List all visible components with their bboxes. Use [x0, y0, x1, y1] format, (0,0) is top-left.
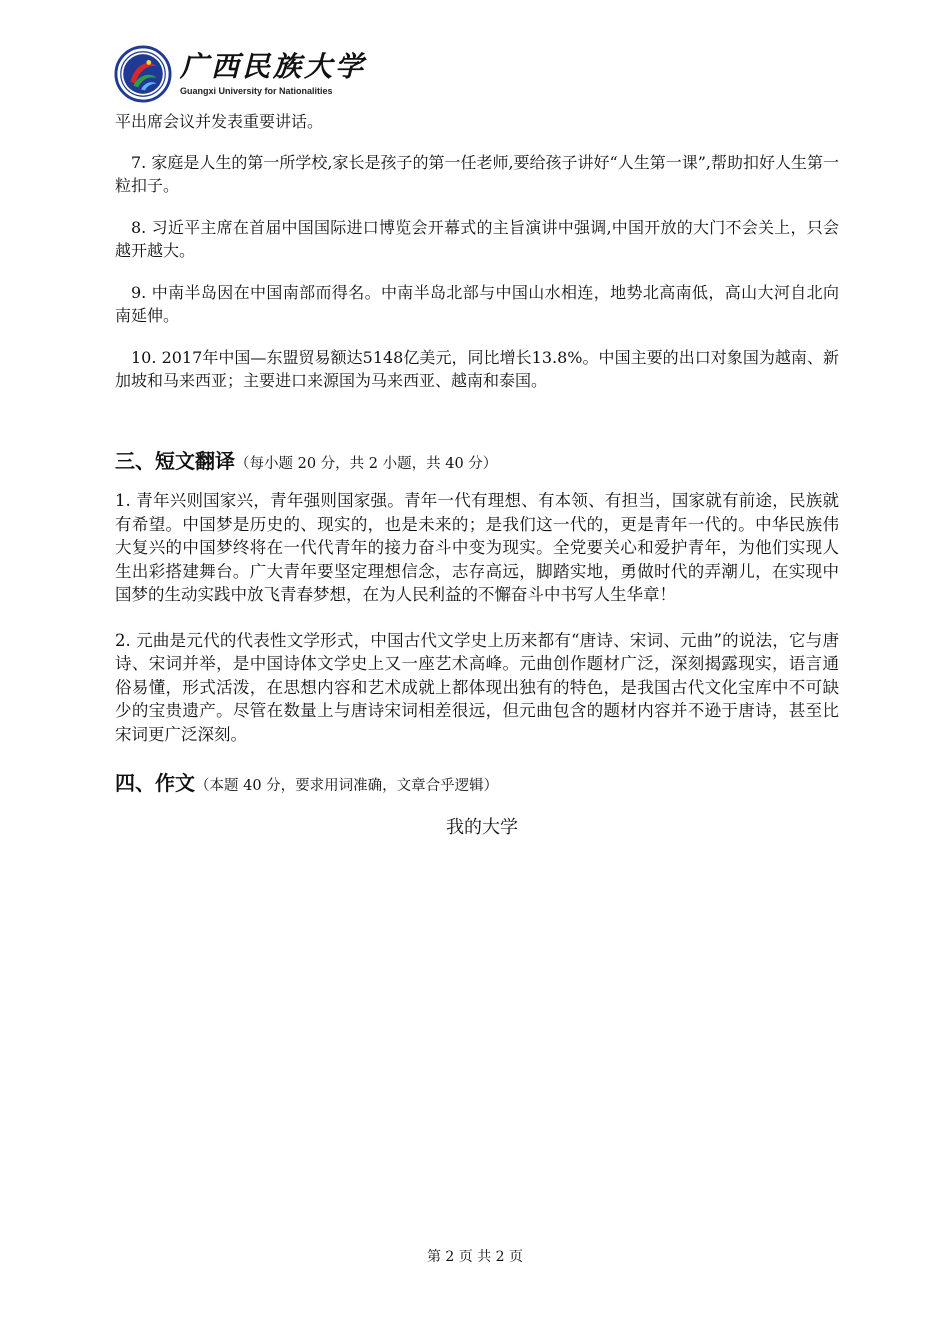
exam-content: [115, 110, 839, 841]
sentence-item-9: 9. 中南半岛因在中国南部而得名。中南半岛北部与中国山水相连，地势北高南低，高山大河自北向南延伸。: [115, 283, 839, 325]
translation-passage-2: 2. 元曲是元代的代表性文学形式，中国古代文学史上历来都有“唐诗、宋词、元曲”的说法，它与唐诗、宋词并举，是中国诗体文学史上又一座艺术高峰。元曲创作题材广泛，深刻揭露现实，语言通俗易懂，形式活泼，在思想内容和艺术成就上都体现出独有的特色，是我国古代文化宝库中不可缺少的宝贵遗产。尽管在数量上与唐诗宋词相差很远，但元曲包含的题材内容并不逊于唐诗，甚至比宋词更广泛深刻。: [115, 630, 839, 744]
university-name-en: Guangxi University for Nationalities: [180, 86, 333, 96]
section4-heading: [115, 768, 839, 801]
section3-heading: [115, 446, 839, 479]
essay-title: 我的大学: [446, 817, 518, 838]
sentence-item-10: 10. 2017年中国—东盟贸易额达5148亿美元，同比增长13.8%。中国主要的出口对象国为越南、新加坡和马来西亚；主要进口来源国为马来西亚、越南和泰国。: [115, 348, 839, 390]
section4-title: 四、作文: [115, 771, 195, 795]
section3-title: 三、短文翻译: [115, 449, 235, 473]
section2-continuation: 平出席会议并发表重要讲话。: [115, 112, 324, 131]
section4-note: （本题 40 分，要求用词准确，文章合乎逻辑）: [195, 778, 499, 794]
section3-note: （每小题 20 分，共 2 小题，共 40 分）: [235, 456, 498, 472]
page-header: [114, 44, 366, 104]
university-logo-text: [180, 51, 366, 97]
university-emblem-icon: [114, 45, 172, 103]
translation-passage-1: 1. 青年兴则国家兴，青年强则国家强。青年一代有理想、有本领、有担当，国家就有前途，民族就有希望。中国梦是历史的、现实的，也是未来的；是我们这一代的，更是青年一代的。中华民族伟大复兴的中国梦终将在一代代青年的接力奋斗中变为现实。全党要关心和爱护青年，为他们实现人生出彩搭建舞台。广大青年要坚定理想信念，志存高远，脚踏实地，勇做时代的弄潮儿，在实现中国梦的生动实践中放飞青春梦想，在为人民利益的不懈奋斗中书写人生华章！: [115, 491, 839, 604]
sentence-item-7: 7. 家庭是人生的第一所学校,家长是孩子的第一任老师,要给孩子讲好“人生第一课”,帮助扣好人生第一粒扣子。: [115, 153, 839, 195]
page-footer: 第 2 页 共 2 页: [426, 1249, 524, 1265]
university-name-cn: 广西民族大学: [180, 50, 367, 83]
sentence-item-8: 8. 习近平主席在首届中国国际进口博览会开幕式的主旨演讲中强调,中国开放的大门不会关上，只会越开越大。: [115, 218, 839, 260]
